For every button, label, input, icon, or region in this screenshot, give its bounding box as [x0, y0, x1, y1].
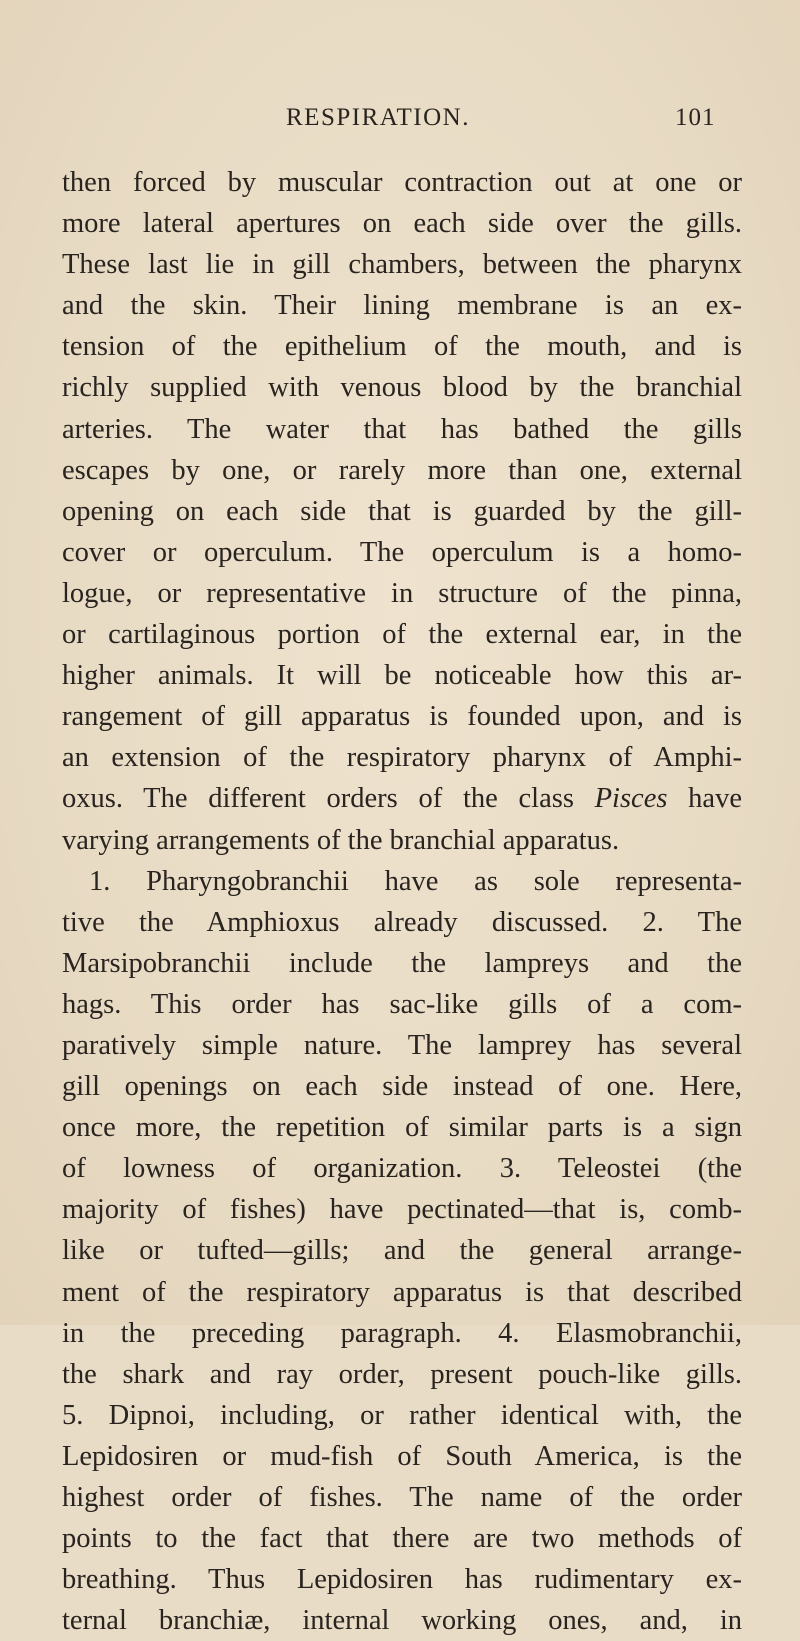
text-line: the shark and ray order, present pouch-like gills. — [62, 1358, 742, 1390]
running-title: RESPIRATION. — [286, 104, 470, 131]
text-line: These last lie in gill chambers, between the pharynx — [62, 249, 742, 281]
text-line: more lateral apertures on each side over the gills. — [62, 208, 742, 240]
text-line: in the preceding paragraph. 4. Elasmobranchii, — [62, 1317, 742, 1349]
text-line: majority of fishes) have pectinated—that is, comb- — [62, 1194, 742, 1226]
text-line: paratively simple nature. The lamprey has several — [62, 1029, 742, 1061]
text-line: ment of the respiratory apparatus is that described — [62, 1276, 742, 1308]
text-line: and the skin. Their lining membrane is an ex- — [62, 290, 742, 322]
text-line: points to the fact that there are two methods of — [62, 1523, 742, 1555]
text-line: cover or operculum. The operculum is a homo- — [62, 536, 742, 568]
text-line: an extension of the respiratory pharynx of Amphi- — [62, 742, 742, 774]
text-line: gill openings on each side instead of one. Here, — [62, 1071, 742, 1103]
text-line: Marsipobranchii include the lampreys and the — [62, 947, 742, 979]
text-line: breathing. Thus Lepidosiren has rudimentary ex- — [62, 1564, 742, 1596]
text-line: tension of the epithelium of the mouth, and is — [62, 331, 742, 363]
text-line: logue, or representative in structure of the pinna, — [62, 577, 742, 609]
text-line: hags. This order has sac-like gills of a com- — [62, 988, 742, 1020]
text-line: varying arrangements of the branchial apparatus. — [62, 824, 620, 856]
text-line: like or tufted—gills; and the general arrange- — [62, 1235, 742, 1267]
text-line: then forced by muscular contraction out at one or — [62, 167, 742, 198]
text-line: ternal branchiæ, internal working ones, and, in — [62, 1605, 742, 1637]
italic-term: Pisces — [594, 783, 668, 815]
text-line: once more, the repetition of similar parts is a sign — [62, 1112, 742, 1144]
text-line-with-italic — [62, 778, 742, 819]
text-line: highest order of fishes. The name of the order — [62, 1482, 742, 1513]
text-line: arteries. The water that has bathed the gills — [62, 413, 742, 445]
text-line: tive the Amphioxus already discussed. 2. The — [62, 906, 742, 938]
body-text — [62, 162, 742, 1641]
text-line: richly supplied with venous blood by the branchial — [62, 372, 742, 404]
text-line: or cartilaginous portion of the external ear, in the — [62, 619, 742, 651]
text-line: Lepidosiren or mud-fish of South America, is the — [62, 1440, 742, 1472]
text-line: rangement of gill apparatus is founded upon, and is — [62, 701, 742, 733]
text-line: of lowness of organization. 3. Teleostei (the — [62, 1153, 742, 1185]
page-header — [0, 104, 800, 138]
text-line: opening on each side that is guarded by the gill- — [62, 495, 742, 527]
page-number: 101 — [675, 104, 716, 131]
text-line: escapes by one, or rarely more than one, external — [62, 454, 742, 486]
line-tail-text: have — [667, 783, 742, 815]
text-line: 1. Pharyngobranchii have as sole representa- — [89, 865, 742, 897]
text-line: higher animals. It will be noticeable how this ar- — [62, 660, 742, 692]
line-lead-text: oxus. The different orders of the class — [62, 783, 595, 815]
text-line: 5. Dipnoi, including, or rather identical with, the — [62, 1399, 742, 1431]
